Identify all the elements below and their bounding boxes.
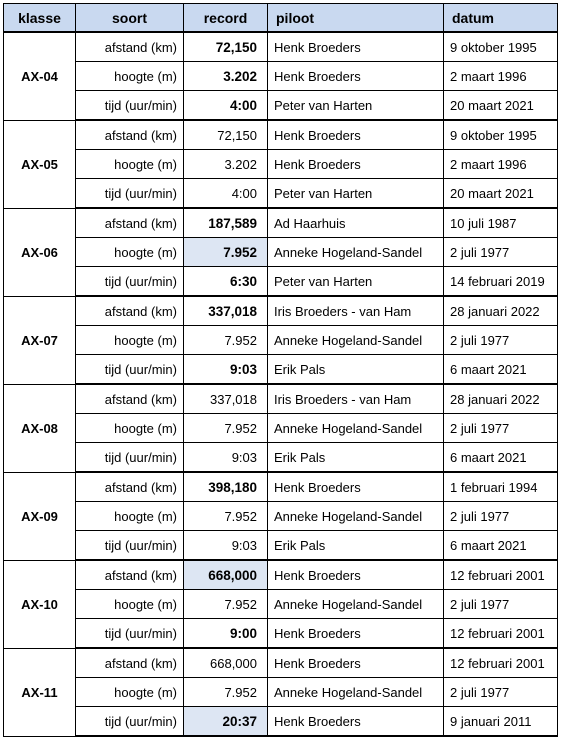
cell-datum: 2 juli 1977 [444,326,558,355]
cell-record: 9:03 [184,355,268,385]
cell-datum: 1 februari 1994 [444,472,558,502]
cell-record: 337,018 [184,296,268,326]
cell-soort: tijd (uur/min) [76,267,184,297]
table-row [4,443,558,473]
cell-soort: afstand (km) [76,32,184,62]
table-row [4,326,558,355]
cell-piloot: Henk Broeders [268,648,444,678]
cell-record: 337,018 [184,384,268,414]
table-row [4,238,558,267]
records-table [3,3,558,737]
table-row [4,62,558,91]
table-row [4,32,558,62]
class-group [4,32,558,120]
cell-record: 7.952 [184,678,268,707]
cell-piloot: Anneke Hogeland-Sandel [268,238,444,267]
table-row [4,414,558,443]
cell-piloot: Anneke Hogeland-Sandel [268,678,444,707]
cell-soort: hoogte (m) [76,150,184,179]
table-row [4,384,558,414]
cell-record: 4:00 [184,179,268,209]
cell-soort: afstand (km) [76,560,184,590]
table-row [4,472,558,502]
cell-record: 668,000 [184,648,268,678]
cell-soort: tijd (uur/min) [76,179,184,209]
cell-record: 72,150 [184,120,268,150]
cell-klasse: AX-06 [4,208,76,296]
table-row [4,296,558,326]
class-group [4,120,558,208]
cell-record: 398,180 [184,472,268,502]
cell-piloot: Erik Pals [268,443,444,473]
cell-klasse: AX-11 [4,648,76,736]
cell-datum: 2 juli 1977 [444,238,558,267]
cell-soort: hoogte (m) [76,502,184,531]
cell-record: 668,000 [184,560,268,590]
table-row [4,150,558,179]
cell-piloot: Peter van Harten [268,91,444,121]
cell-klasse: AX-05 [4,120,76,208]
cell-datum: 9 oktober 1995 [444,32,558,62]
cell-soort: afstand (km) [76,384,184,414]
cell-record: 3.202 [184,150,268,179]
cell-datum: 12 februari 2001 [444,560,558,590]
cell-soort: hoogte (m) [76,238,184,267]
table-row [4,590,558,619]
table-row [4,531,558,561]
cell-piloot: Henk Broeders [268,62,444,91]
cell-datum: 20 maart 2021 [444,179,558,209]
cell-soort: hoogte (m) [76,590,184,619]
cell-record: 7.952 [184,502,268,531]
cell-klasse: AX-08 [4,384,76,472]
cell-klasse: AX-07 [4,296,76,384]
cell-soort: afstand (km) [76,208,184,238]
cell-piloot: Henk Broeders [268,619,444,649]
class-group [4,560,558,648]
cell-soort: tijd (uur/min) [76,531,184,561]
cell-record: 7.952 [184,590,268,619]
table-row [4,560,558,590]
cell-datum: 28 januari 2022 [444,384,558,414]
table-row [4,502,558,531]
cell-soort: tijd (uur/min) [76,619,184,649]
cell-soort: hoogte (m) [76,414,184,443]
cell-soort: afstand (km) [76,472,184,502]
table-row [4,707,558,737]
cell-piloot: Peter van Harten [268,179,444,209]
cell-klasse: AX-04 [4,32,76,120]
class-group [4,648,558,736]
cell-soort: afstand (km) [76,648,184,678]
cell-record: 187,589 [184,208,268,238]
cell-datum: 2 maart 1996 [444,62,558,91]
cell-piloot: Erik Pals [268,531,444,561]
cell-record: 9:03 [184,443,268,473]
table-row [4,91,558,121]
cell-piloot: Henk Broeders [268,707,444,737]
cell-datum: 20 maart 2021 [444,91,558,121]
cell-datum: 6 maart 2021 [444,531,558,561]
cell-soort: hoogte (m) [76,326,184,355]
cell-soort: hoogte (m) [76,678,184,707]
cell-piloot: Henk Broeders [268,32,444,62]
cell-datum: 12 februari 2001 [444,648,558,678]
cell-record: 4:00 [184,91,268,121]
cell-datum: 2 maart 1996 [444,150,558,179]
class-group [4,296,558,384]
table-row [4,678,558,707]
table-row [4,208,558,238]
class-group [4,208,558,296]
cell-piloot: Erik Pals [268,355,444,385]
cell-piloot: Iris Broeders - van Ham [268,296,444,326]
cell-datum: 12 februari 2001 [444,619,558,649]
cell-record: 72,150 [184,32,268,62]
cell-datum: 2 juli 1977 [444,590,558,619]
cell-record: 6:30 [184,267,268,297]
cell-record: 3.202 [184,62,268,91]
cell-record: 7.952 [184,326,268,355]
cell-record: 20:37 [184,707,268,737]
cell-soort: hoogte (m) [76,62,184,91]
cell-datum: 6 maart 2021 [444,355,558,385]
table-row [4,120,558,150]
cell-record: 9:00 [184,619,268,649]
header-record: record [184,4,268,33]
header-row [4,4,558,33]
cell-klasse: AX-09 [4,472,76,560]
cell-piloot: Peter van Harten [268,267,444,297]
cell-datum: 6 maart 2021 [444,443,558,473]
table-row [4,648,558,678]
cell-record: 7.952 [184,414,268,443]
cell-klasse: AX-10 [4,560,76,648]
class-group [4,384,558,472]
cell-piloot: Anneke Hogeland-Sandel [268,326,444,355]
cell-soort: afstand (km) [76,296,184,326]
class-group [4,472,558,560]
cell-soort: tijd (uur/min) [76,355,184,385]
cell-datum: 9 oktober 1995 [444,120,558,150]
cell-datum: 2 juli 1977 [444,678,558,707]
cell-datum: 9 januari 2011 [444,707,558,737]
table-row [4,179,558,209]
table-row [4,355,558,385]
cell-soort: tijd (uur/min) [76,443,184,473]
table-row [4,267,558,297]
cell-soort: tijd (uur/min) [76,707,184,737]
cell-piloot: Ad Haarhuis [268,208,444,238]
cell-piloot: Iris Broeders - van Ham [268,384,444,414]
cell-soort: afstand (km) [76,120,184,150]
cell-piloot: Henk Broeders [268,560,444,590]
cell-piloot: Henk Broeders [268,150,444,179]
table-row [4,619,558,649]
table-header [4,4,558,33]
cell-datum: 28 januari 2022 [444,296,558,326]
header-datum: datum [444,4,558,33]
cell-datum: 2 juli 1977 [444,414,558,443]
cell-piloot: Henk Broeders [268,472,444,502]
header-piloot: piloot [268,4,444,33]
cell-datum: 14 februari 2019 [444,267,558,297]
cell-soort: tijd (uur/min) [76,91,184,121]
cell-record: 9:03 [184,531,268,561]
cell-datum: 10 juli 1987 [444,208,558,238]
cell-datum: 2 juli 1977 [444,502,558,531]
cell-piloot: Anneke Hogeland-Sandel [268,414,444,443]
cell-piloot: Anneke Hogeland-Sandel [268,590,444,619]
cell-record: 7.952 [184,238,268,267]
header-soort: soort [76,4,184,33]
cell-piloot: Henk Broeders [268,120,444,150]
cell-piloot: Anneke Hogeland-Sandel [268,502,444,531]
header-klasse: klasse [4,4,76,33]
